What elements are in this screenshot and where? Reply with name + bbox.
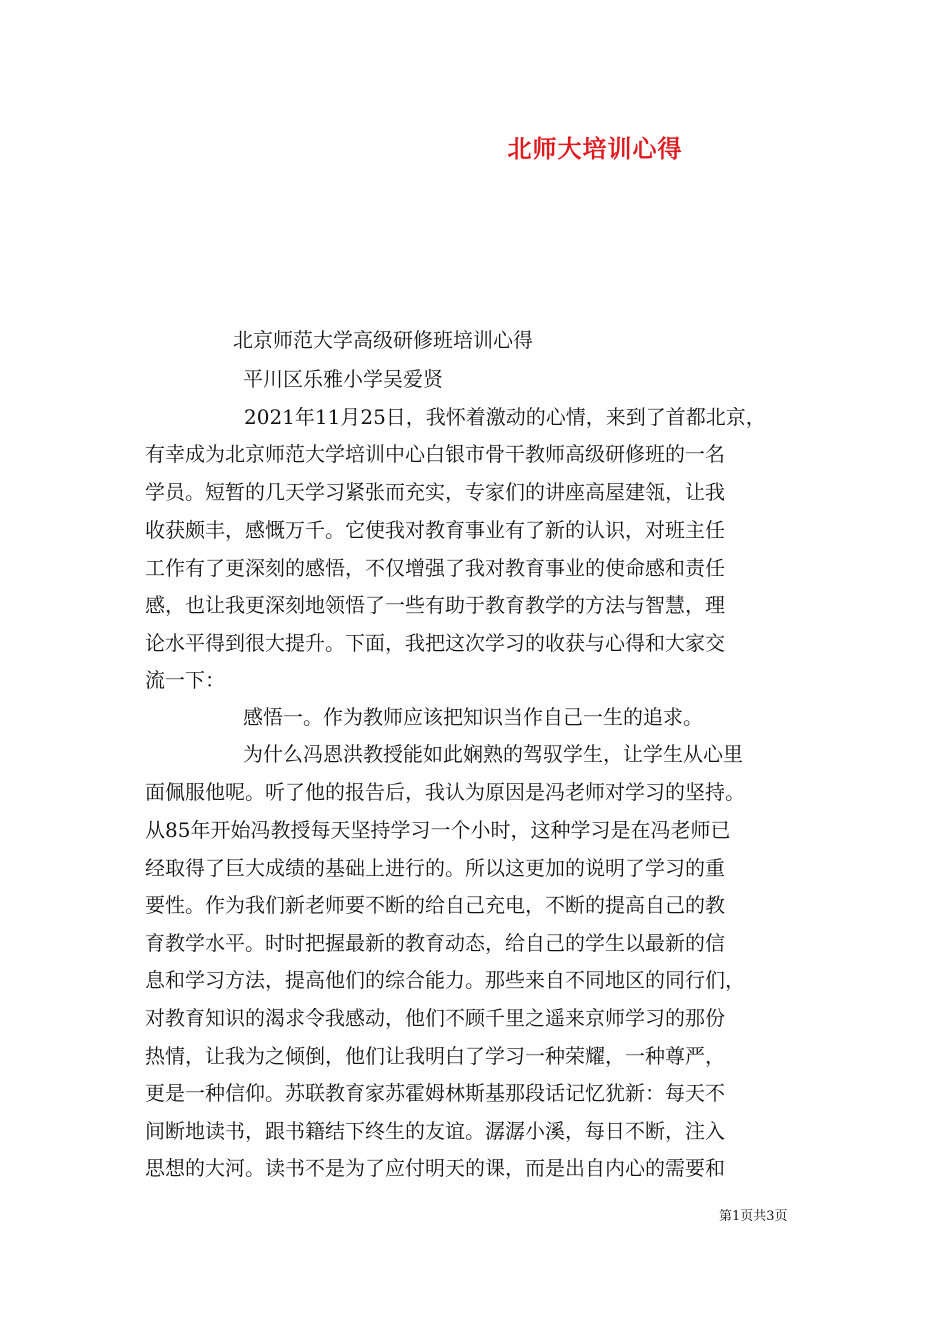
body-line: 面佩服他呢。听了他的报告后，我认为原因是冯老师对学习的坚持。 [145, 780, 745, 804]
author-line: 平川区乐雅小学吴爱贤 [243, 367, 443, 391]
body-line: 有幸成为北京师范大学培训中心白银市骨干教师高级研修班的一名 [145, 442, 725, 466]
body-line: 要性。作为我们新老师要不断的给自己充电，不断的提高自己的教 [145, 893, 725, 917]
subtitle-line: 北京师范大学高级研修班培训心得 [233, 328, 533, 352]
body-line: 学员。短暂的几天学习紧张而充实，专家们的讲座高屋建瓴，让我 [145, 480, 725, 504]
body-line: 为什么冯恩洪教授能如此娴熟的驾驭学生，让学生从心里 [243, 742, 743, 766]
body-line: 思想的大河。读书不是为了应付明天的课，而是出自内心的需要和 [145, 1156, 725, 1180]
page-number-footer: 第1页共3页 [719, 1209, 788, 1224]
body-line: 从85年开始冯教授每天坚持学习一个小时，这种学习是在冯老师已 [145, 818, 731, 842]
body-line: 息和学习方法，提高他们的综合能力。那些来自不同地区的同行们， [145, 968, 745, 992]
section-heading: 感悟一。作为教师应该把知识当作自己一生的追求。 [243, 705, 703, 729]
body-line: 工作有了更深刻的感悟，不仅增强了我对教育事业的使命感和责任 [145, 556, 725, 580]
body-line: 热情，让我为之倾倒，他们让我明白了学习一种荣耀，一种尊严， [145, 1044, 725, 1068]
body-line: 论水平得到很大提升。下面，我把这次学习的收获与心得和大家交 [145, 631, 725, 655]
body-line: 对教育知识的渴求令我感动，他们不顾千里之遥来京师学习的那份 [145, 1006, 725, 1030]
body-line: 育教学水平。时时把握最新的教育动态，给自己的学生以最新的信 [145, 931, 725, 955]
body-line: 2021年11月25日，我怀着激动的心情，来到了首都北京， [244, 405, 766, 429]
body-line: 收获颇丰，感慨万千。它使我对教育事业有了新的认识，对班主任 [145, 518, 725, 542]
body-line: 间断地读书，跟书籍结下终生的友谊。潺潺小溪，每日不断，注入 [145, 1119, 725, 1143]
document-title: 北师大培训心得 [507, 134, 683, 163]
body-line: 更是一种信仰。苏联教育家苏霍姆林斯基那段话记忆犹新：每天不 [145, 1081, 725, 1105]
body-line: 经取得了巨大成绩的基础上进行的。所以这更加的说明了学习的重 [145, 856, 725, 880]
body-line: 流一下： [145, 668, 225, 692]
body-line: 感，也让我更深刻地领悟了一些有助于教育教学的方法与智慧，理 [145, 593, 725, 617]
